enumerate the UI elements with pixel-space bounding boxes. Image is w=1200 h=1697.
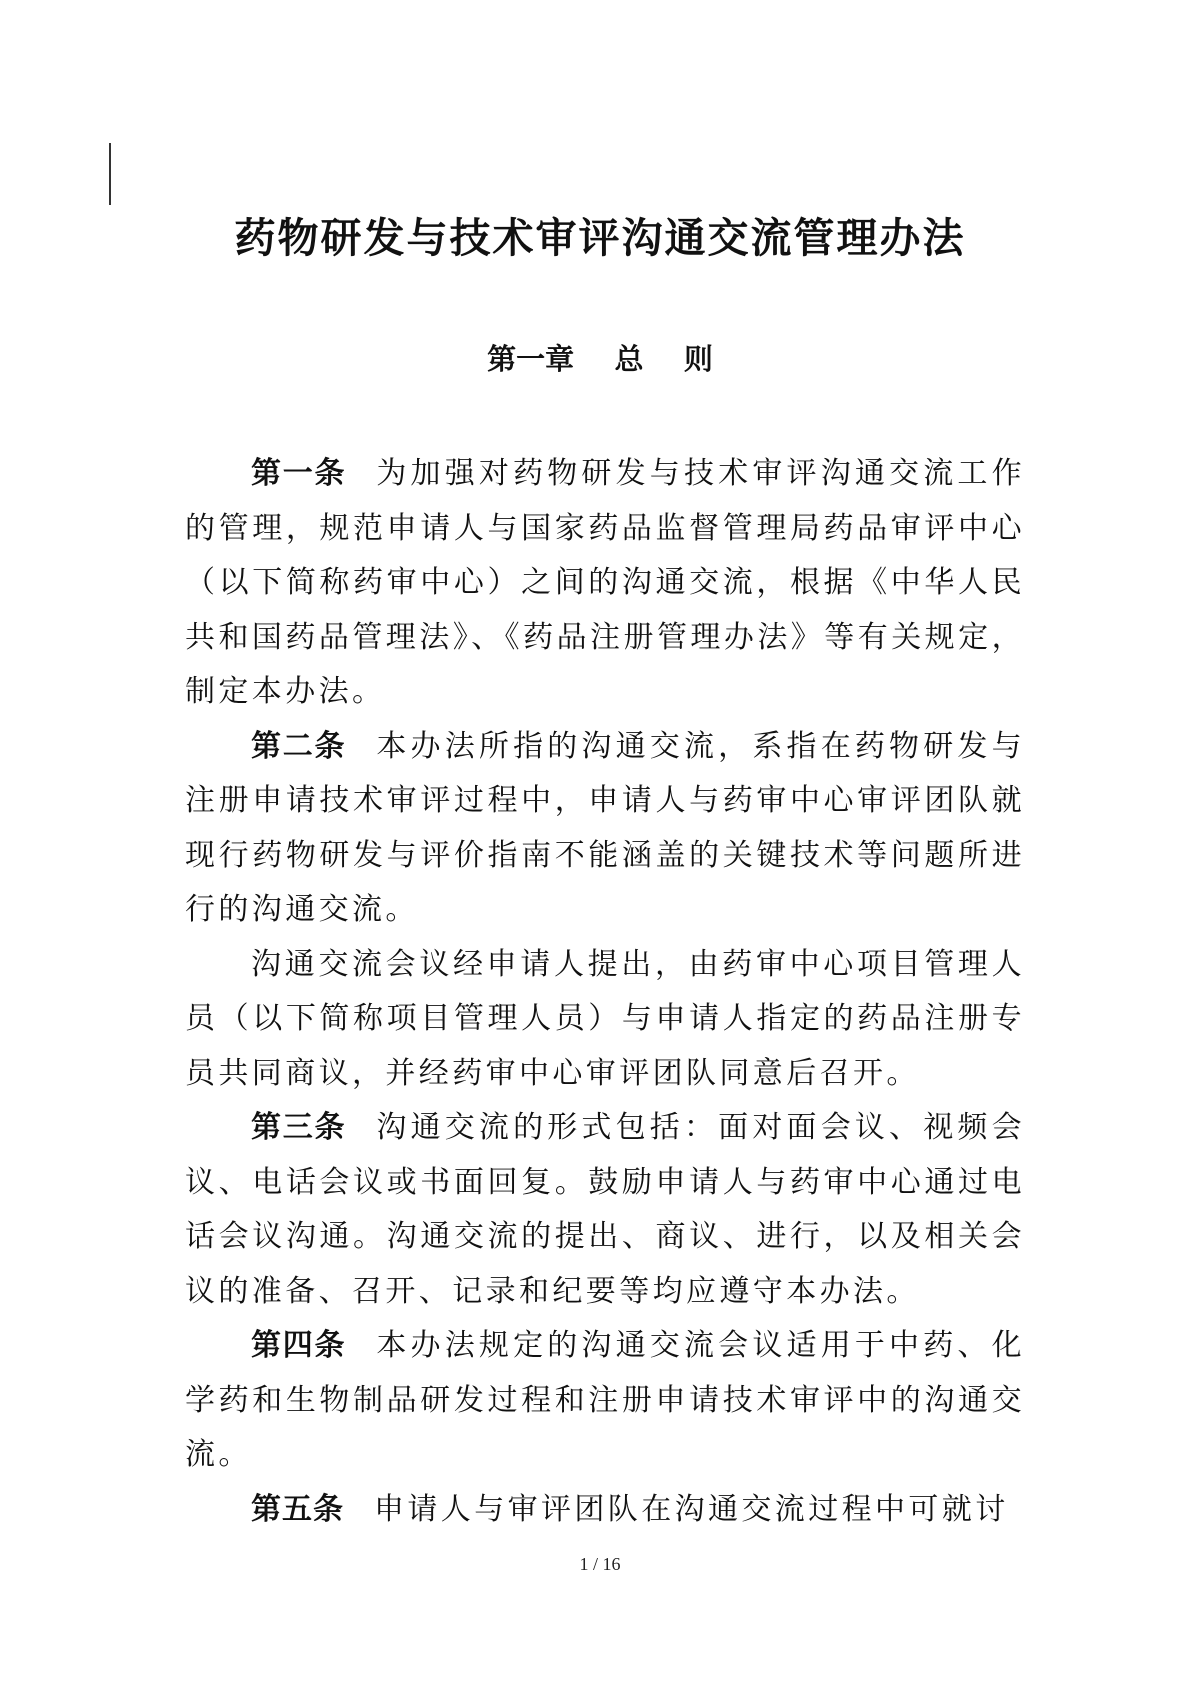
article-paragraph xyxy=(185,1319,1025,1483)
article-text: 为加强对药物研发与技术审评沟通交流工作的管理，规范申请人与国家药品监督管理局药品审评中心（以下简称药审中心）之间的沟通交流，根据《中华人民共和国药品管理法》、《药品注册管理办法》等有关规定，制定本办法。 xyxy=(185,456,1025,709)
article-text: 本办法所指的沟通交流，系指在药物研发与注册申请技术审评过程中，申请人与药审中心审评团队就现行药物研发与评价指南不能涵盖的关键技术等问题所进行的沟通交流。 xyxy=(185,728,1025,927)
page-number: 1 / 16 xyxy=(579,1554,621,1574)
article-text: 本办法规定的沟通交流会议适用于中药、化学药和生物制品研发过程和注册申请技术审评中的沟通交流。 xyxy=(185,1328,1025,1472)
article-number: 第五条 xyxy=(251,1491,344,1527)
chapter-title: 第一章 总 则 xyxy=(487,342,713,376)
document-body xyxy=(185,447,1025,1537)
article-number: 第四条 xyxy=(251,1328,347,1363)
article-paragraph xyxy=(185,1483,1025,1538)
article-text: 申请人与审评团队在沟通交流过程中可就讨 xyxy=(374,1491,1009,1527)
article-paragraph xyxy=(185,720,1025,938)
continuation-paragraph xyxy=(185,938,1025,1102)
article-number: 第三条 xyxy=(251,1110,347,1145)
article-paragraph xyxy=(185,1101,1025,1319)
margin-binding-line xyxy=(109,143,111,205)
document-title: 药物研发与技术审评沟通交流管理办法 xyxy=(234,214,966,262)
article-text: 沟通交流的形式包括：面对面会议、视频会议、电话会议或书面回复。鼓励申请人与药审中心通过电话会议沟通。沟通交流的提出、商议、进行，以及相关会议的准备、召开、记录和纪要等均应遵守本办法。 xyxy=(185,1110,1025,1309)
article-number: 第二条 xyxy=(251,728,347,764)
article-paragraph xyxy=(185,447,1025,720)
paragraph-text: 沟通交流会议经申请人提出，由药审中心项目管理人员（以下简称项目管理人员）与申请人指定的药品注册专员共同商议，并经药审中心审评团队同意后召开。 xyxy=(185,946,1025,1091)
article-number: 第一条 xyxy=(251,456,347,491)
